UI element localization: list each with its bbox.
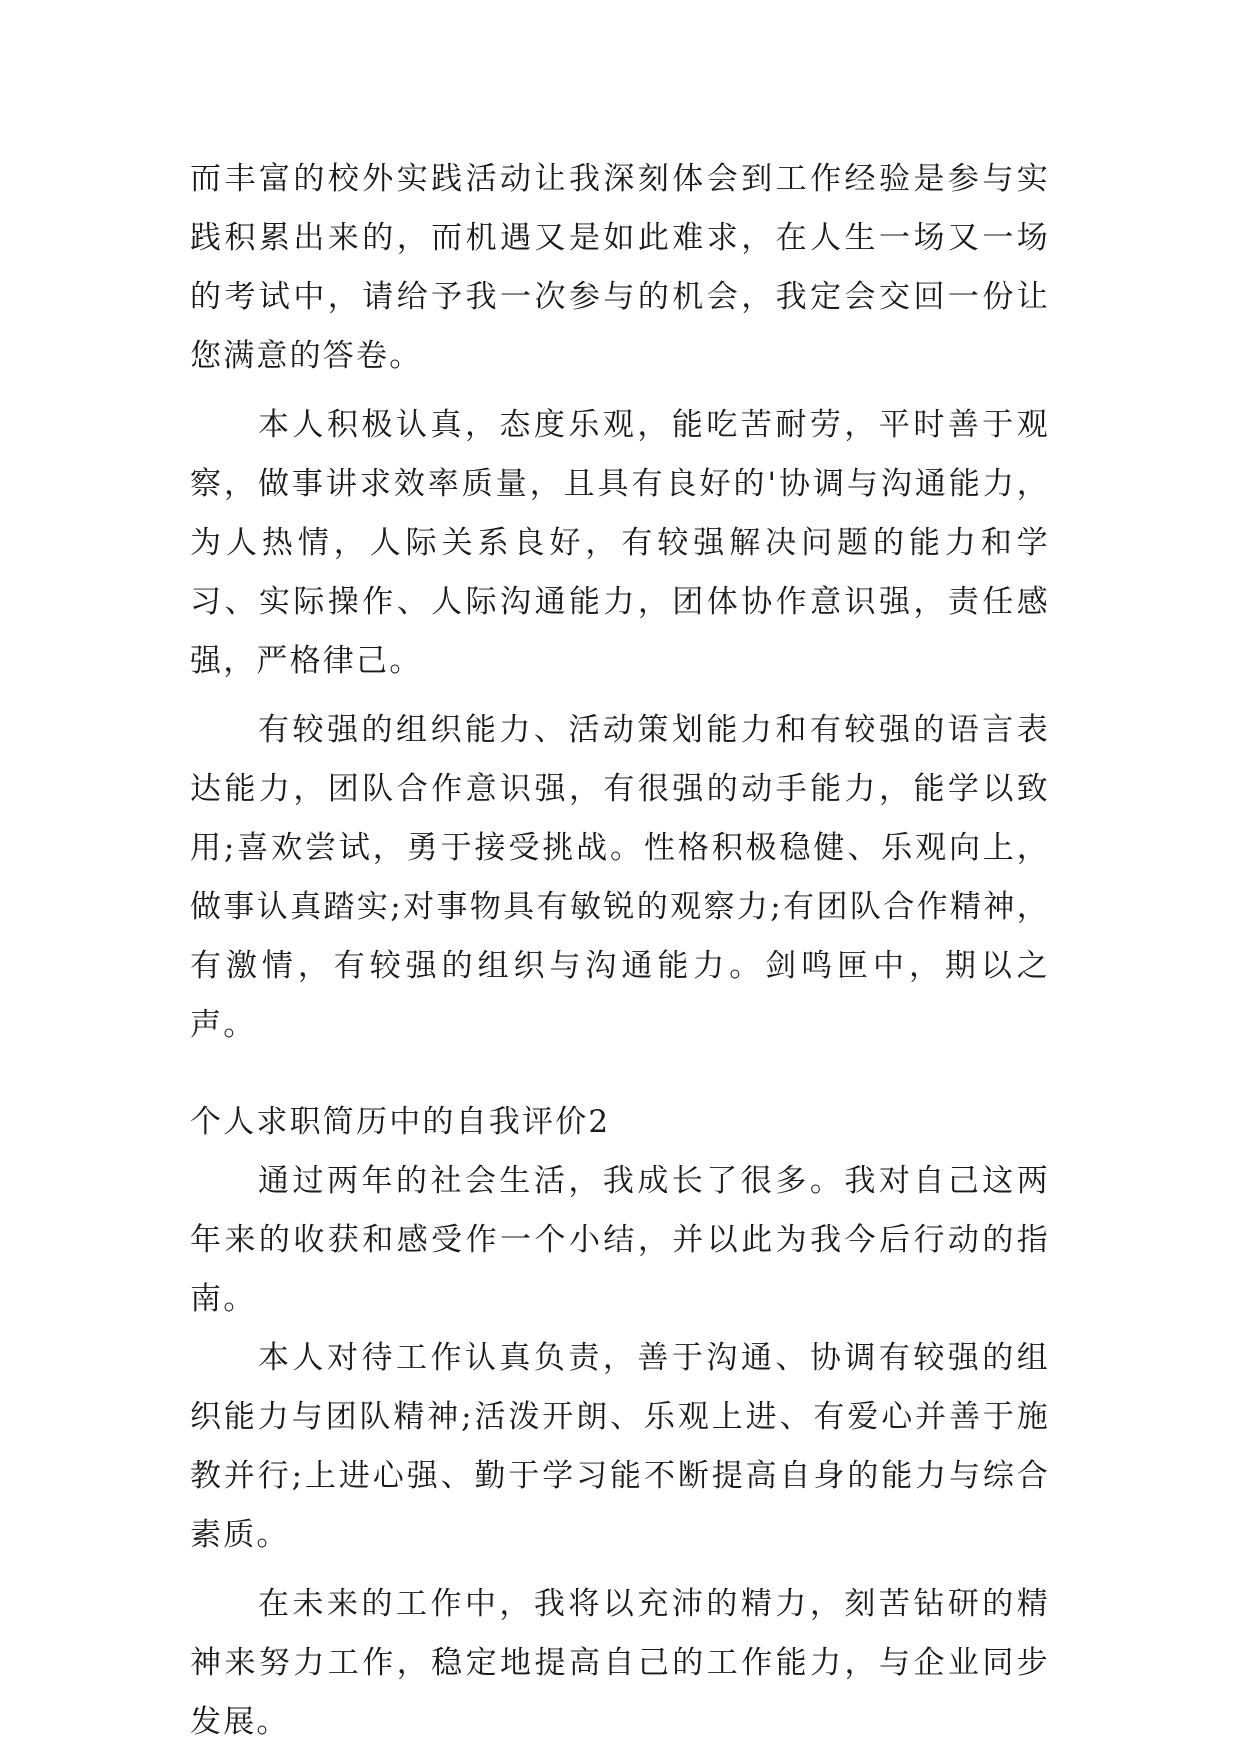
paragraph-future: 在未来的工作中，我将以充沛的精力，刻苦钻研的精神来努力工作，稳定地提高自己的工作能力，与企业同步发展。 [190,1586,1050,1740]
document-page [190,150,1050,1762]
paragraph-continued: 而丰富的校外实践活动让我深刻体会到工作经验是参与实践积累出来的，而机遇又是如此难求，在人生一场又一场的考试中，请给予我一次参与的机会，我定会交回一份让您满意的答卷。 [190,161,1050,374]
paragraph-personality: 本人积极认真，态度乐观，能吃苦耐劳，平时善于观察，做事讲求效率质量，且具有良好的'协调与沟通能力，为人热情，人际关系良好，有较强解决问题的能力和学习、实际操作、人际沟通能力，团体协作意识强，责任感强，严格律己。 [190,407,1050,679]
paragraph-work-attitude: 本人对待工作认真负责，善于沟通、协调有较强的组织能力与团队精神;活泼开朗、乐观上进、有爱心并善于施教并行;上进心强、勤于学习能不断提高自身的能力与综合素质。 [190,1340,1050,1553]
paragraph-abilities: 有较强的组织能力、活动策划能力和有较强的语言表达能力，团队合作意识强，有很强的动手能力，能学以致用;喜欢尝试，勇于接受挑战。性格积极稳健、乐观向上，做事认真踏实;对事物具有敏锐的观察力;有团队合作精神，有激情，有较强的组织与沟通能力。剑鸣匣中，期以之声。 [190,712,1050,1043]
section-heading: 个人求职简历中的自我评价2 [190,1104,611,1140]
paragraph-intro: 通过两年的社会生活，我成长了很多。我对自己这两年来的收获和感受作一个小结，并以此为我今后行动的指南。 [190,1163,1050,1317]
